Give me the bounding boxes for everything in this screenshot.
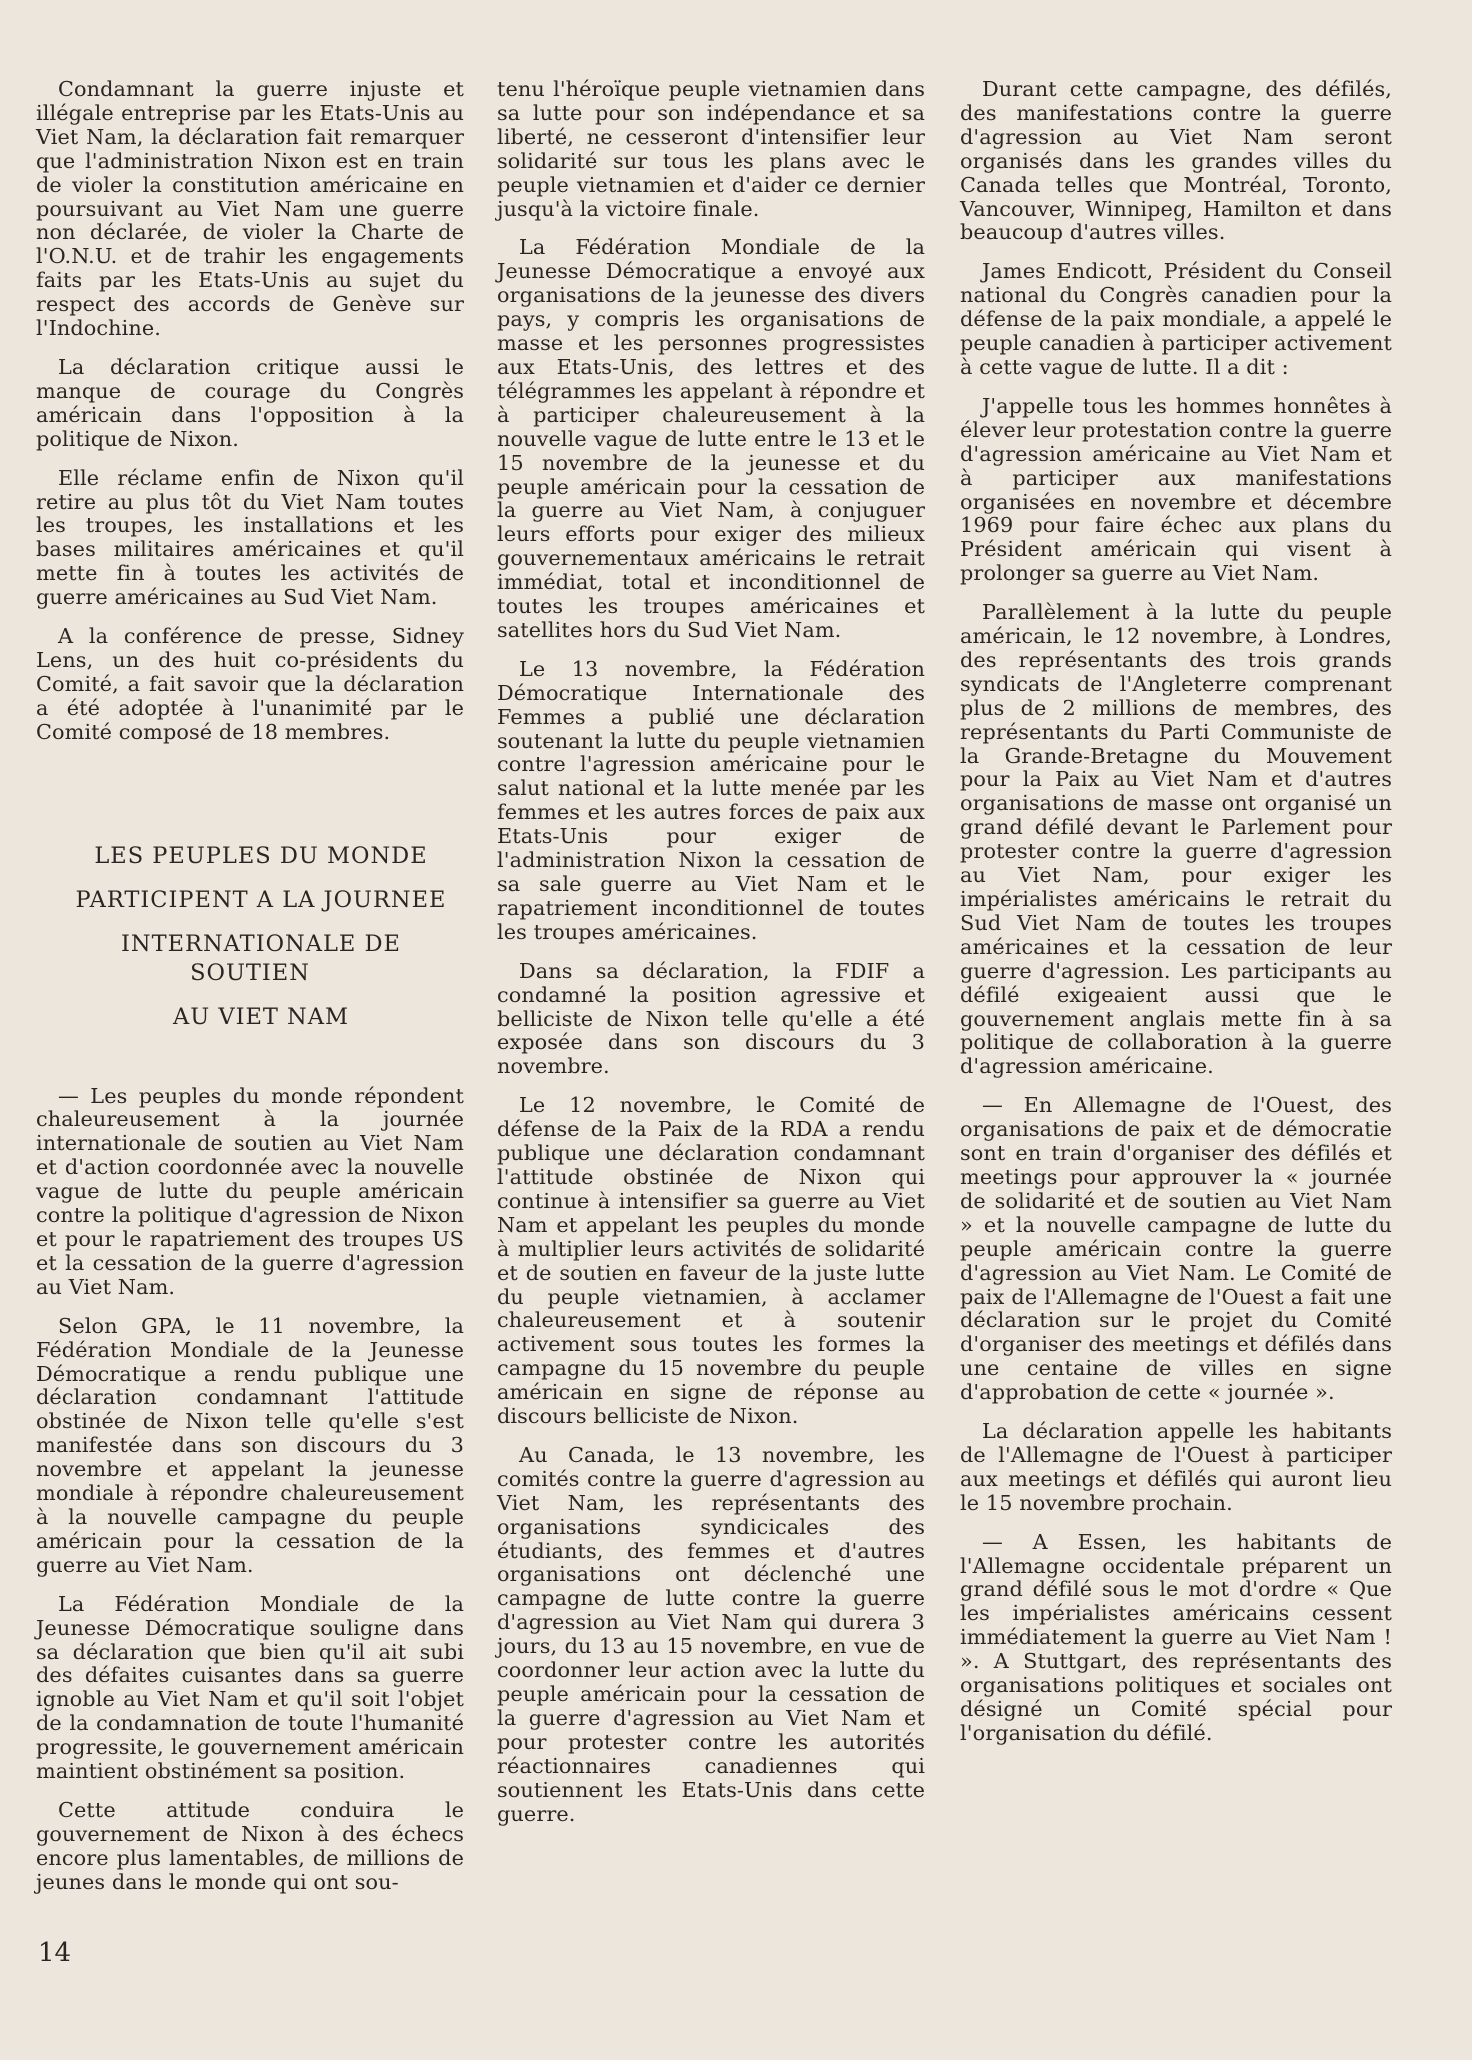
paragraph: Parallèlement à la lutte du peuple américain, le 12 novembre, à Londres, des représentants des trois grands syndicats de l'Angleterre comprenant plus de 2 millions de membres, des représentants du Parti Communiste de la Grande-Bretagne du Mouvement pour la Paix au Viet Nam et d'autres organisations de masse ont organisé un grand défilé devant le Parlement pour protester contre la guerre d'agression au Viet Nam, pour exiger les impérialistes américains le retrait du Sud Viet Nam de toutes les troupes américaines et la cessation de leur guerre d'agression. Les participants au défilé exigeaient aussi que le gouvernement anglais mette fin à sa politique de collaboration à la guerre d'agression américaine. [960, 600, 1392, 1079]
paragraph: Selon GPA, le 11 novembre, la Fédération Mondiale de la Jeunesse Démocratique a rendu publique une déclaration condamnant l'attitude obstinée de Nixon telle qu'elle s'est manifestée dans son discours du 3 novembre et appelant la jeunesse mondiale à répondre chaleureusement à la nouvelle campagne du peuple américain pour la cessation de la guerre au Viet Nam. [36, 1313, 464, 1577]
section-heading [36, 842, 464, 1032]
section-gap [36, 1047, 464, 1085]
paragraph: La déclaration critique aussi le manque de courage du Congrès américain dans l'opposition à la politique de Nixon. [36, 354, 464, 451]
heading-line: AU VIET NAM [172, 1003, 350, 1030]
paragraph: — Les peuples du monde répondent chaleureusement à la journée internationale de soutien au Viet Nam et d'action coordonnée avec la nouvelle vague de lutte du peuple américain contre la politique d'agression de Nixon et pour le rapatriement des troupes US et la cessation de la guerre d'agression au Viet Nam. [36, 1083, 464, 1299]
paragraph: Durant cette campagne, des défilés, des manifestations contre la guerre d'agression au Viet Nam seront organisés dans les grandes villes du Canada telles que Montréal, Toronto, Vancouver, Winnipeg, Hamilton et dans beaucoup d'autres villes. [960, 77, 1392, 245]
section-gap [36, 760, 464, 842]
paragraph: Le 12 novembre, le Comité de défense de la Paix de la RDA a rendu publique une déclaration condamnant l'attitude obstinée de Nixon qui continue à intensifier sa guerre au Viet Nam et appelant les peuples du monde à multiplier leurs activités de solidarité et de soutien en faveur de la juste lutte du peuple vietnamien, à acclamer chaleureusement et à soutenir activement sous toutes les formes la campagne du 15 novembre du peuple américain en signe de réponse au discours belliciste de Nixon. [497, 1093, 925, 1429]
column-right [960, 78, 1392, 1761]
column-left [36, 78, 464, 1910]
paragraph: — En Allemagne de l'Ouest, des organisations de paix et de démocratie sont en train d'organiser des défilés et meetings pour approuver la « journée de solidarité et de soutien au Viet Nam » et la nouvelle campagne de lutte du peuple américain contre la guerre d'agression au Viet Nam. Le Comité de paix de l'Allemagne de l'Ouest a fait une déclaration sur le projet du Comité d'organiser des meetings et défilés dans une centaine de villes en signe d'approbation de cette « journée ». [960, 1093, 1392, 1405]
heading-line: PARTICIPENT A LA JOURNEE [75, 886, 447, 913]
heading-line: LES PEUPLES DU MONDE [94, 842, 428, 869]
paragraph: Elle réclame enfin de Nixon qu'il retire au plus tôt du Viet Nam toutes les troupes, les installations et les bases militaires américaines et qu'il mette fin à toutes les activités de guerre américaines au Sud Viet Nam. [36, 465, 464, 610]
paragraph: Condamnant la guerre injuste et illégale entreprise par les Etats-Unis au Viet Nam, la déclaration fait remarquer que l'administration Nixon est en train de violer la constitution américaine en poursuivant au Viet Nam une guerre non déclarée, de violer la Charte de l'O.N.U. et de trahir les engagements faits par les Etats-Unis au sujet du respect des accords de Genève sur l'Indochine. [36, 77, 464, 341]
paragraph: James Endicott, Président du Conseil national du Congrès canadien pour la défense de la paix mondiale, a appelé le peuple canadien à participer activement à cette vague de lutte. Il a dit : [960, 259, 1392, 379]
heading-line: INTERNATIONALE DE SOUTIEN [121, 930, 401, 986]
paragraph: tenu l'héroïque peuple vietnamien dans sa lutte pour son indépendance et sa liberté, ne cesseront d'intensifier leur solidarité sur tous les plans avec le peuple vietnamien et d'aider ce dernier jusqu'à la victoire finale. [497, 77, 925, 221]
paragraph: A la conférence de presse, Sidney Lens, un des huit co-présidents du Comité, a fait savoir que la déclaration a été adoptée à l'unanimité par le Comité composé de 18 membres. [36, 624, 464, 744]
paragraph: La Fédération Mondiale de la Jeunesse Démocratique souligne dans sa déclaration que bien qu'il ait subi des défaites cuisantes dans sa guerre ignoble au Viet Nam et qu'il soit l'objet de la condamnation de toute l'humanité progressite, le gouvernement américain maintient obstinément sa position. [36, 1591, 464, 1784]
paragraph: La déclaration appelle les habitants de l'Allemagne de l'Ouest à participer aux meetings et défilés qui auront lieu le 15 novembre prochain. [960, 1419, 1392, 1515]
paragraph: Cette attitude conduira le gouvernement de Nixon à des échecs encore plus lamentables, de millions de jeunes dans le monde qui ont sou- [36, 1797, 464, 1894]
paragraph: Au Canada, le 13 novembre, les comités contre la guerre d'agression au Viet Nam, les représentants des organisations syndicicales des étudiants, des femmes et d'autres organisations ont déclenché une campagne de lutte contre la guerre d'agression au Viet Nam qui durera 3 jours, du 13 au 15 novembre, en vue de coordonner leur action avec la lutte du peuple américain pour la cessation de la guerre d'agression au Viet Nam et pour protester contre les autorités réactionnaires canadiennes qui soutiennent les Etats-Unis dans cette guerre. [497, 1442, 925, 1826]
paragraph: La Fédération Mondiale de la Jeunesse Démocratique a envoyé aux organisations de la jeunesse des divers pays, y compris les organisations de masse et les personnes progressistes aux Etats-Unis, des lettres et des télégrammes les appelant à répondre et à participer chaleureusement à la nouvelle vague de lutte entre le 13 et le 15 novembre de la jeunesse et du peuple américain pour la cessation de la guerre au Viet Nam, à conjuguer leurs efforts pour exiger des milieux gouvernementaux américains le retrait immédiat, total et inconditionnel de toutes les troupes américaines et satellites hors du Sud Viet Nam. [497, 235, 925, 642]
page-number: 14 [38, 1938, 72, 1968]
column-middle [497, 78, 925, 1841]
paragraph: — A Essen, les habitants de l'Allemagne occidentale préparent un grand défilé sous le mot d'ordre « Que les impérialistes américains cessent immédiatement la guerre au Viet Nam ! ». A Stuttgart, des représentants des organisations politiques et sociales ont désigné un Comité spécial pour l'organisation du défilé. [960, 1529, 1392, 1745]
paragraph: Le 13 novembre, la Fédération Démocratique Internationale des Femmes a publié une déclaration soutenant la lutte du peuple vietnamien contre l'agression américaine pour le salut national et la lutte menée par les femmes et les autres forces de paix aux Etats-Unis pour exiger de l'administration Nixon la cessation de sa sale guerre au Viet Nam et le rapatriement inconditionnel de toutes les troupes américaines. [497, 656, 925, 944]
paragraph: J'appelle tous les hommes honnêtes à élever leur protestation contre la guerre d'agression américaine au Viet Nam et à participer aux manifestations organisées en novembre et décembre 1969 pour faire échec aux plans du Président américain qui visent à prolonger sa guerre au Viet Nam. [960, 393, 1392, 586]
paragraph: Dans sa déclaration, la FDIF a condamné la position agressive et belliciste de Nixon telle qu'elle a été exposée dans son discours du 3 novembre. [497, 958, 925, 1079]
